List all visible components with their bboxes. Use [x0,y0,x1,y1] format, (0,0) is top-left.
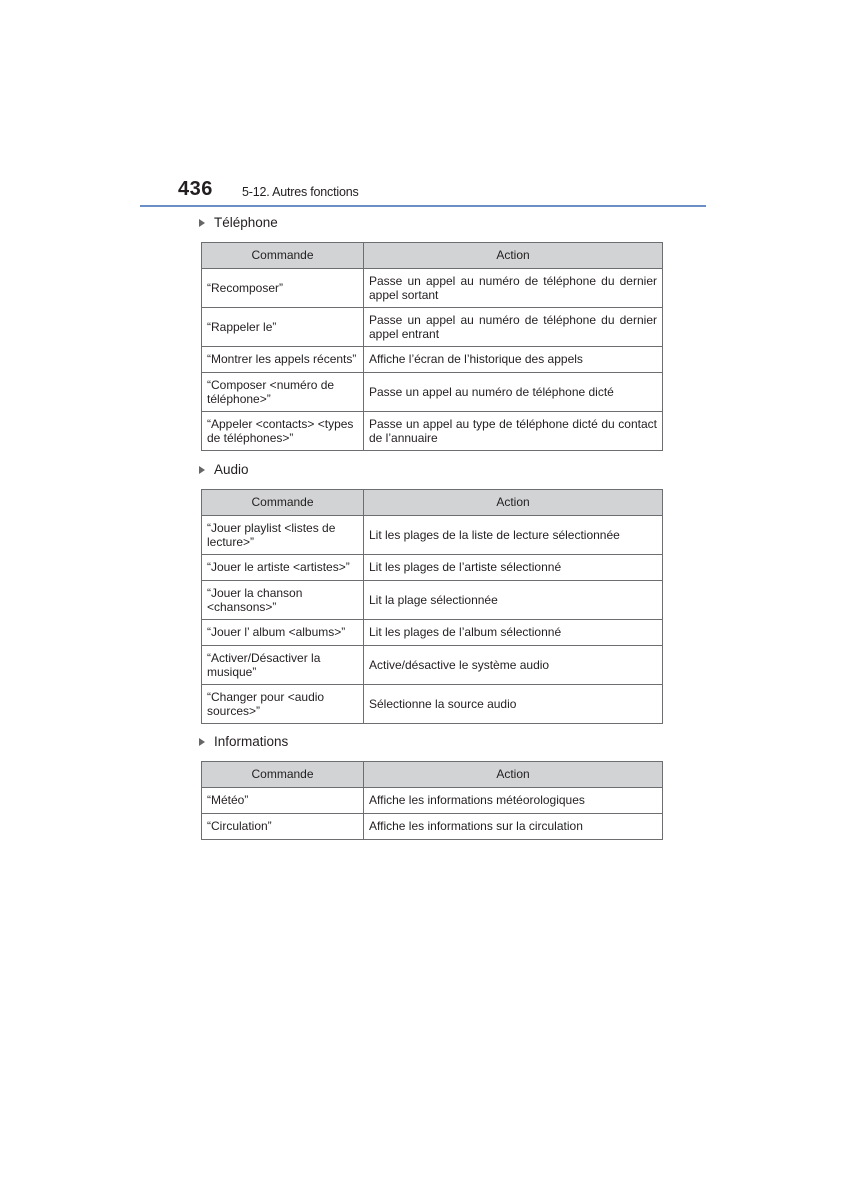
command-cell: “Jouer la chanson <chansons>” [202,581,364,620]
table-row [202,788,663,814]
table-row [202,620,663,646]
column-header-command: Commande [202,762,364,788]
table-row [202,308,663,347]
column-header-command: Commande [202,490,364,516]
action-cell: Lit la plage sélectionnée [364,581,663,620]
table-row [202,581,663,620]
subheading-label: Informations [214,734,289,749]
command-cell: “Jouer playlist <listes de lecture>” [202,516,364,555]
action-cell: Lit les plages de la liste de lecture sélectionnée [364,516,663,555]
action-cell: Passe un appel au numéro de téléphone du dernier appel sortant [364,269,663,308]
page-header [140,178,706,208]
page-number: 436 [178,178,213,200]
informations-commands-table [201,761,663,840]
command-cell: “Montrer les appels récents” [202,347,364,373]
action-cell: Passe un appel au type de téléphone dicté du contact de l’annuaire [364,412,663,451]
table-row [202,646,663,685]
table-row [202,373,663,412]
table-row [202,555,663,581]
audio-commands-table [201,489,663,724]
header-divider [140,205,706,207]
command-cell: “Appeler <contacts> <types de téléphones>” [202,412,364,451]
triangle-bullet-icon [199,738,205,746]
action-cell: Sélectionne la source audio [364,685,663,724]
table-header-row [202,490,663,516]
column-header-action: Action [364,243,663,269]
table-row [202,347,663,373]
table-row [202,814,663,840]
command-cell: “Recomposer” [202,269,364,308]
subheading-label: Audio [214,462,249,477]
command-cell: “Météo” [202,788,364,814]
table-header-row [202,762,663,788]
action-cell: Active/désactive le système audio [364,646,663,685]
column-header-command: Commande [202,243,364,269]
telephone-commands-table [201,242,663,451]
action-cell: Passe un appel au numéro de téléphone du dernier appel entrant [364,308,663,347]
command-cell: “Jouer le artiste <artistes>” [202,555,364,581]
action-cell: Affiche l’écran de l’historique des appels [364,347,663,373]
command-cell: “Composer <numéro de téléphone>” [202,373,364,412]
section-title: 5-12. Autres fonctions [242,185,359,199]
subheading-informations [199,734,288,749]
subheading-audio [199,462,249,477]
command-cell: “Activer/Désactiver la musique” [202,646,364,685]
command-cell: “Jouer l’ album <albums>” [202,620,364,646]
triangle-bullet-icon [199,219,205,227]
action-cell: Lit les plages de l’artiste sélectionné [364,555,663,581]
action-cell: Affiche les informations sur la circulation [364,814,663,840]
table-row [202,516,663,555]
action-cell: Lit les plages de l’album sélectionné [364,620,663,646]
column-header-action: Action [364,490,663,516]
action-cell: Passe un appel au numéro de téléphone dicté [364,373,663,412]
command-cell: “Rappeler le” [202,308,364,347]
subheading-label: Téléphone [214,215,278,230]
action-cell: Affiche les informations météorologiques [364,788,663,814]
table-header-row [202,243,663,269]
table-row [202,269,663,308]
table-row [202,685,663,724]
command-cell: “Circulation” [202,814,364,840]
subheading-telephone [199,215,278,230]
column-header-action: Action [364,762,663,788]
triangle-bullet-icon [199,466,205,474]
table-row [202,412,663,451]
command-cell: “Changer pour <audio sources>” [202,685,364,724]
